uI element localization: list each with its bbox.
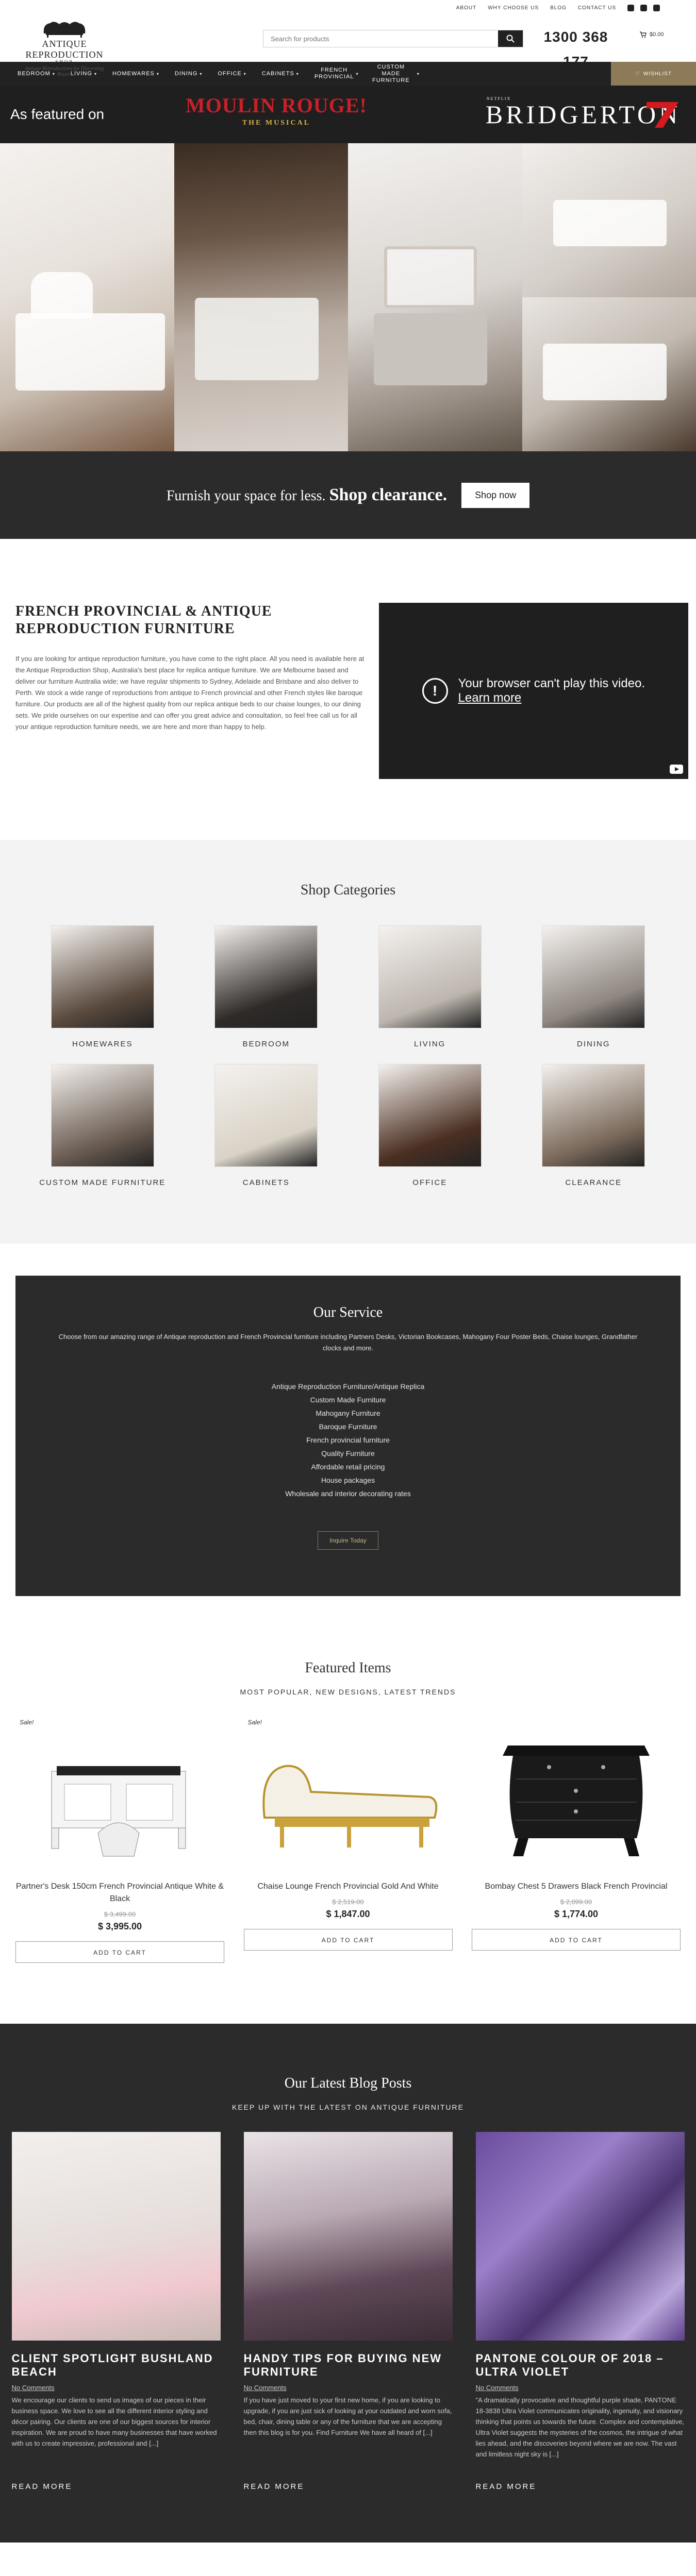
category-image[interactable] bbox=[51, 925, 154, 1028]
youtube-icon[interactable] bbox=[670, 765, 683, 774]
moulin-rouge-logo: MOULIN ROUGE! THE MUSICAL bbox=[186, 94, 367, 127]
service-list-item: House packages bbox=[321, 1476, 375, 1484]
product-old-price: $ 2,099.00 bbox=[560, 1898, 592, 1906]
sofa-logo-icon bbox=[39, 18, 90, 39]
blog-post-title[interactable]: CLIENT SPOTLIGHT BUSHLAND BEACH bbox=[11, 2352, 213, 2378]
service-list-item: Wholesale and interior decorating rates bbox=[285, 1489, 411, 1498]
intro-body: If you are looking for antique reproduction furniture, you have come to the right place. All you need is available here at the Antique Reproduction Shop, Australia's best place for replica antique furniture. We are Melbourne based and deliver our furniture Australia wide; we have regular shipments to Sydney, Adelaide and Brisbane and also deliver to Perth. We stock a wide range of reproductions from antique to French provincial and other French styles like baroque furniture. Our products are all of the highest quality from our replica antique beds to our chaise lounges, to our dining sets. We pride ourselves on our expertise and can offer you great advice and consultation, so feel free call us for all your antique reproduction furniture needs, we are here and more than happy to help. bbox=[15, 655, 364, 731]
product-price: $ 1,774.00 bbox=[554, 1909, 599, 1919]
sale-badge: Sale! bbox=[247, 1719, 262, 1726]
category-label[interactable]: DINING bbox=[577, 1040, 610, 1048]
service-list-item: Quality Furniture bbox=[321, 1449, 375, 1458]
category-label[interactable]: CLEARANCE bbox=[565, 1178, 622, 1187]
social-links bbox=[627, 5, 660, 11]
cart-total: $0.00 bbox=[650, 31, 664, 38]
category-card[interactable] bbox=[512, 1064, 676, 1187]
blog-comments-link[interactable]: No Comments bbox=[475, 2384, 519, 2392]
service-title: Our Service bbox=[313, 1304, 383, 1320]
category-image[interactable] bbox=[214, 925, 318, 1028]
brand-name: ANTIQUE REPRODUCTION SHOP bbox=[18, 39, 111, 64]
featured-on-label: As featured on bbox=[10, 106, 105, 122]
read-more-link[interactable]: READ MORE bbox=[243, 2482, 305, 2491]
hero-image-dresser bbox=[348, 143, 522, 451]
blog-comments-link[interactable]: No Comments bbox=[243, 2384, 287, 2392]
product-name[interactable]: Chaise Lounge French Provincial Gold And White bbox=[257, 1882, 439, 1891]
chevron-down-icon: ▾ bbox=[52, 71, 55, 76]
product-image-chest[interactable] bbox=[472, 1715, 681, 1869]
sale-badge: Sale! bbox=[20, 1719, 34, 1726]
blog-section bbox=[0, 2024, 696, 2543]
blog-post bbox=[12, 2132, 221, 2491]
cart-button[interactable] bbox=[639, 31, 664, 38]
shop-now-button[interactable]: Shop now bbox=[461, 483, 529, 508]
service-list-item: French provincial furniture bbox=[306, 1436, 390, 1444]
chest-illustration bbox=[472, 1715, 681, 1869]
blog-image-ultra-violet[interactable] bbox=[476, 2132, 685, 2341]
intro-title: FRENCH PROVINCIAL & ANTIQUE REPRODUCTION FURNITURE bbox=[15, 603, 272, 637]
top-link-blog[interactable]: BLOG bbox=[550, 5, 567, 11]
heart-icon: ♡ bbox=[635, 71, 640, 77]
product-image-desk[interactable] bbox=[15, 1715, 224, 1869]
blog-post-excerpt: "A dramatically provocative and thoughtful purple shade, PANTONE 18-3838 Ultra Violet communicates originality, ingenuity, and visionary thinking that points us towards the future. Complex and contemplative, Ultra Violet suggests the mysteries of the cosmos, the intrigue of what lies ahead, and the discoveries beyond where we are now. The vast and limitless night sky is [...] bbox=[475, 2396, 685, 2458]
chevron-down-icon: ▾ bbox=[94, 71, 97, 76]
product-old-price: $ 3,499.00 bbox=[104, 1910, 136, 1918]
nav-item-french-provincial[interactable]: FRENCH PROVINCIAL ▾ bbox=[314, 67, 359, 80]
facebook-icon[interactable] bbox=[627, 5, 634, 11]
category-card[interactable] bbox=[348, 1064, 512, 1187]
intro-section bbox=[0, 539, 696, 840]
service-list-item: Baroque Furniture bbox=[319, 1422, 377, 1431]
category-card[interactable] bbox=[21, 925, 185, 1048]
blog-image-room[interactable] bbox=[244, 2132, 453, 2341]
category-image[interactable] bbox=[542, 1064, 645, 1167]
category-image[interactable] bbox=[542, 925, 645, 1028]
service-list-item: Mahogany Furniture bbox=[316, 1409, 380, 1417]
pinterest-icon[interactable] bbox=[653, 5, 660, 11]
product-list bbox=[15, 1715, 681, 1963]
shop-categories-title: Shop Categories bbox=[300, 882, 396, 898]
chevron-down-icon: ▾ bbox=[243, 71, 246, 76]
nav-item-cabinets[interactable]: CABINETS ▾ bbox=[261, 70, 299, 77]
hero-image-bedroom bbox=[0, 143, 174, 451]
category-card[interactable] bbox=[185, 1064, 349, 1187]
product-name[interactable]: Bombay Chest 5 Drawers Black French Provincial bbox=[485, 1882, 668, 1891]
learn-more-link[interactable]: Learn more bbox=[458, 691, 522, 705]
category-image[interactable] bbox=[378, 1064, 482, 1167]
blog-post-title[interactable]: HANDY TIPS FOR BUYING NEW FURNITURE bbox=[243, 2352, 442, 2378]
search-bar bbox=[263, 30, 523, 47]
search-icon bbox=[506, 35, 515, 43]
service-intro: Choose from our amazing range of Antique reproduction and French Provincial furniture including Partners Desks, Victorian Bookcases, Mahogany Four Poster Beds, Chaise lounges, Grandfather clocks and more. bbox=[58, 1333, 638, 1352]
top-link-why-choose-us[interactable]: WHY CHOOSE US bbox=[488, 5, 539, 11]
bridgerton-logo: NETFLIX BRIDGERTON bbox=[485, 96, 681, 129]
product-card[interactable] bbox=[244, 1715, 453, 1963]
featured-items-subtitle: MOST POPULAR, NEW DESIGNS, LATEST TRENDS bbox=[240, 1688, 456, 1696]
blog-post-list bbox=[12, 2132, 685, 2491]
channel-seven-logo-icon bbox=[644, 100, 681, 129]
shop-categories-section bbox=[0, 840, 696, 1244]
instagram-icon[interactable] bbox=[640, 5, 647, 11]
category-label[interactable]: BEDROOM bbox=[242, 1040, 290, 1048]
video-error-message: Your browser can't play this video. bbox=[458, 676, 645, 690]
category-card[interactable] bbox=[512, 925, 676, 1048]
read-more-link[interactable]: READ MORE bbox=[11, 2482, 73, 2491]
top-bar bbox=[0, 0, 696, 15]
featured-on-banner bbox=[0, 86, 696, 143]
blog-subtitle: KEEP UP WITH THE LATEST ON ANTIQUE FURNITURE bbox=[232, 2103, 464, 2111]
alert-icon: ! bbox=[422, 678, 448, 704]
desk-illustration bbox=[15, 1715, 224, 1869]
service-list bbox=[15, 1380, 681, 1500]
category-label[interactable]: CUSTOM MADE FURNITURE bbox=[39, 1178, 166, 1187]
product-name[interactable]: Partner's Desk 150cm French Provincial Antique White & Black bbox=[15, 1882, 224, 1903]
chevron-down-icon: ▾ bbox=[296, 71, 299, 76]
blog-post bbox=[476, 2132, 685, 2491]
wishlist-button[interactable]: ♡ WISHLIST bbox=[611, 62, 696, 86]
our-service-section bbox=[15, 1276, 681, 1596]
site-logo[interactable] bbox=[18, 18, 111, 77]
category-image[interactable] bbox=[214, 1064, 318, 1167]
service-list-item: Custom Made Furniture bbox=[310, 1396, 386, 1404]
hero-image-bedroom-dark bbox=[174, 143, 349, 451]
nav-item-office[interactable]: OFFICE ▾ bbox=[218, 70, 246, 77]
chaise-illustration bbox=[244, 1715, 453, 1869]
product-image-chaise[interactable] bbox=[244, 1715, 453, 1869]
category-label[interactable]: HOMEWARES bbox=[72, 1040, 133, 1048]
nav-item-dining[interactable]: DINING ▾ bbox=[174, 70, 203, 77]
chevron-down-icon: ▾ bbox=[200, 71, 203, 76]
product-price: $ 1,847.00 bbox=[326, 1909, 370, 1919]
inquire-today-button[interactable]: Inquire Today bbox=[318, 1531, 378, 1550]
clearance-text: Furnish your space for less. Shop clearance. bbox=[166, 485, 448, 504]
service-list-item: Antique Reproduction Furniture/Antique Replica bbox=[271, 1382, 425, 1391]
read-more-link[interactable]: READ MORE bbox=[475, 2482, 537, 2491]
chevron-down-icon: ▾ bbox=[417, 71, 420, 76]
hero-gallery[interactable] bbox=[0, 143, 696, 451]
category-image[interactable] bbox=[51, 1064, 154, 1167]
phone-number[interactable]: 1300 368 177 bbox=[543, 29, 608, 70]
blog-post bbox=[244, 2132, 453, 2491]
brand-tagline: Antique Reproductions for Discerning Buyers bbox=[25, 66, 104, 77]
cart-icon bbox=[639, 31, 647, 38]
category-card[interactable] bbox=[348, 925, 512, 1048]
blog-post-title[interactable]: PANTONE COLOUR OF 2018 – ULTRA VIOLET bbox=[475, 2352, 664, 2378]
product-card[interactable] bbox=[15, 1715, 224, 1963]
blog-image-chaise[interactable] bbox=[12, 2132, 221, 2341]
category-grid bbox=[21, 925, 675, 1187]
service-list-item: Affordable retail pricing bbox=[311, 1463, 385, 1471]
category-card[interactable] bbox=[185, 925, 349, 1048]
blog-post-excerpt: We encourage our clients to send us images of our pieces in their business space. We love to see all the different interior styling and décor pairing. Our clients are one of our biggest sources for interior inspiration. We are proud to have many businesses that have worked with us to create impressive, professional and [...] bbox=[11, 2396, 217, 2447]
category-card[interactable] bbox=[21, 1064, 185, 1187]
top-link-contact-us[interactable]: CONTACT US bbox=[577, 5, 616, 11]
nav-item-custom-made[interactable]: CUSTOM MADE FURNITURE ▾ bbox=[372, 63, 420, 83]
brand-sub: SHOP bbox=[55, 59, 74, 64]
category-label[interactable]: CABINETS bbox=[242, 1178, 290, 1187]
product-old-price: $ 2,519.00 bbox=[332, 1898, 364, 1906]
product-price: $ 3,995.00 bbox=[97, 1921, 142, 1931]
add-to-cart-button[interactable]: ADD TO CART bbox=[472, 1929, 681, 1951]
search-input[interactable] bbox=[263, 30, 498, 47]
blog-comments-link[interactable]: No Comments bbox=[11, 2384, 55, 2392]
category-label[interactable]: OFFICE bbox=[412, 1178, 448, 1187]
chevron-down-icon: ▾ bbox=[356, 71, 359, 76]
nav-item-bedroom[interactable]: BEDROOM ▾ bbox=[18, 70, 55, 77]
add-to-cart-button[interactable]: ADD TO CART bbox=[244, 1929, 453, 1951]
blog-title: Our Latest Blog Posts bbox=[284, 2075, 412, 2091]
nav-item-homewares[interactable]: HOMEWARES ▾ bbox=[112, 70, 159, 77]
featured-items-section bbox=[0, 1596, 696, 1999]
top-link-about[interactable]: ABOUT bbox=[456, 5, 477, 11]
blog-post-excerpt: If you have just moved to your first new home, if you are looking to upgrade, if you are just sick of looking at your outdated and worn sofa, bed, chair, dining table or any of the furniture that we are accepting then this blog is for you. Find Furniture We have all heard of [...] bbox=[243, 2396, 452, 2436]
add-to-cart-button[interactable]: ADD TO CART bbox=[15, 1941, 224, 1963]
category-image[interactable] bbox=[378, 925, 482, 1028]
nav-item-living[interactable]: LIVING ▾ bbox=[70, 70, 97, 77]
search-button[interactable] bbox=[498, 30, 523, 47]
product-card[interactable] bbox=[472, 1715, 681, 1963]
category-label[interactable]: LIVING bbox=[414, 1040, 446, 1048]
about-section bbox=[0, 2543, 696, 2576]
featured-items-title: Featured Items bbox=[305, 1660, 391, 1676]
video-player[interactable] bbox=[379, 603, 688, 779]
hero-image-chaise bbox=[522, 143, 696, 451]
chevron-down-icon: ▾ bbox=[156, 71, 159, 76]
clearance-banner bbox=[0, 451, 696, 539]
